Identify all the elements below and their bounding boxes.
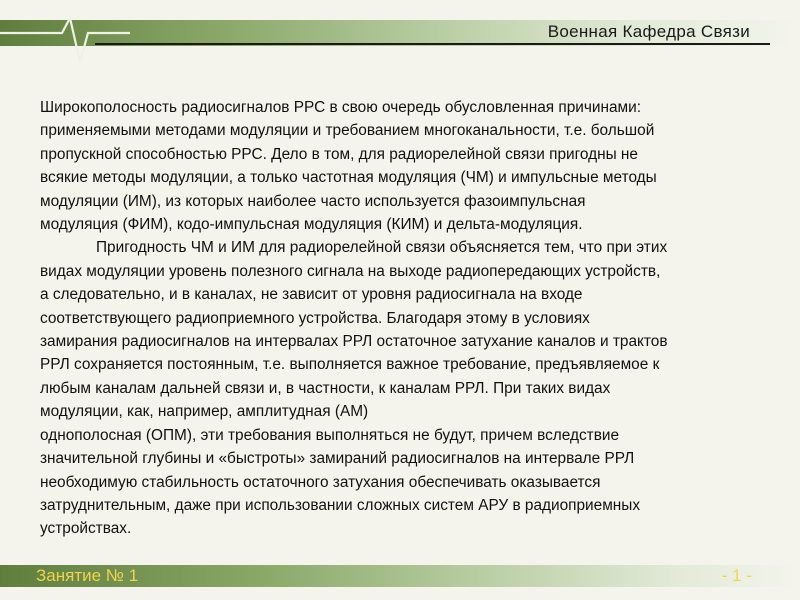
- text-line: видах модуляции уровень полезного сигнала на выходе радиопередающих устройств,: [40, 262, 661, 280]
- text-line: затруднительным, даже при использовании сложных систем АРУ в радиоприемных: [40, 496, 641, 514]
- text-line: необходимую стабильность остаточного затухания обеспечивать оказывается: [40, 473, 601, 491]
- text-line: РРЛ сохраняется постоянным, т.е. выполняется важное требование, предъявляемое к: [40, 356, 660, 374]
- text-line: любым каналам дальней связи и, в частности, к каналам РРЛ. При таких видах: [40, 379, 611, 397]
- text-line: соответствующего радиоприемного устройства. Благодаря этому в условиях: [40, 309, 590, 327]
- header-title: Военная Кафедра Связи: [547, 22, 750, 41]
- paragraph-1: [40, 96, 768, 236]
- text-line: всякие методы модуляции, а только частотная модуляция (ЧМ) и импульсные методы: [40, 169, 657, 187]
- page-number: - 1 -: [721, 566, 752, 585]
- text-line: модуляции (ИМ), из которых наиболее часто используется фазоимпульсная: [40, 192, 586, 210]
- body-text: [40, 96, 768, 541]
- text-line: Широкополосность радиосигналов РРС в свою очередь обусловленная причинами:: [40, 99, 641, 116]
- header-underline: [95, 43, 770, 45]
- text-line: применяемыми методами модуляции и требованием многоканальности, т.е. большой: [40, 122, 655, 140]
- text-line: Пригодность ЧМ и ИМ для радиорелейной связи объясняется тем, что при этих: [96, 239, 668, 257]
- text-line: пропускной способностью РРС. Дело в том, для радиорелейной связи пригодны не: [40, 145, 638, 163]
- text-line: модуляция (ФИМ), кодо-импульсная модуляция (КИМ) и дельта-модуляция.: [40, 216, 583, 234]
- lesson-label: Занятие № 1: [36, 566, 139, 585]
- text-line: замирания радиосигналов на интервалах РРЛ остаточное затухание каналов и трактов: [40, 333, 668, 351]
- text-line: значительной глубины и «быстроты» замираний радиосигналов на интервале РРЛ: [40, 450, 635, 468]
- text-line: а следовательно, и в каналах, не зависит от уровня радиосигнала на входе: [40, 286, 583, 304]
- text-line: однополосная (ОПМ), эти требования выполняться не будут, причем вследствие: [40, 426, 620, 444]
- pulse-icon: [0, 0, 130, 70]
- text-line: модуляции, как, например, амплитудная (АМ): [40, 403, 369, 421]
- paragraph-2: [40, 236, 768, 540]
- text-line: устройствах.: [40, 520, 132, 538]
